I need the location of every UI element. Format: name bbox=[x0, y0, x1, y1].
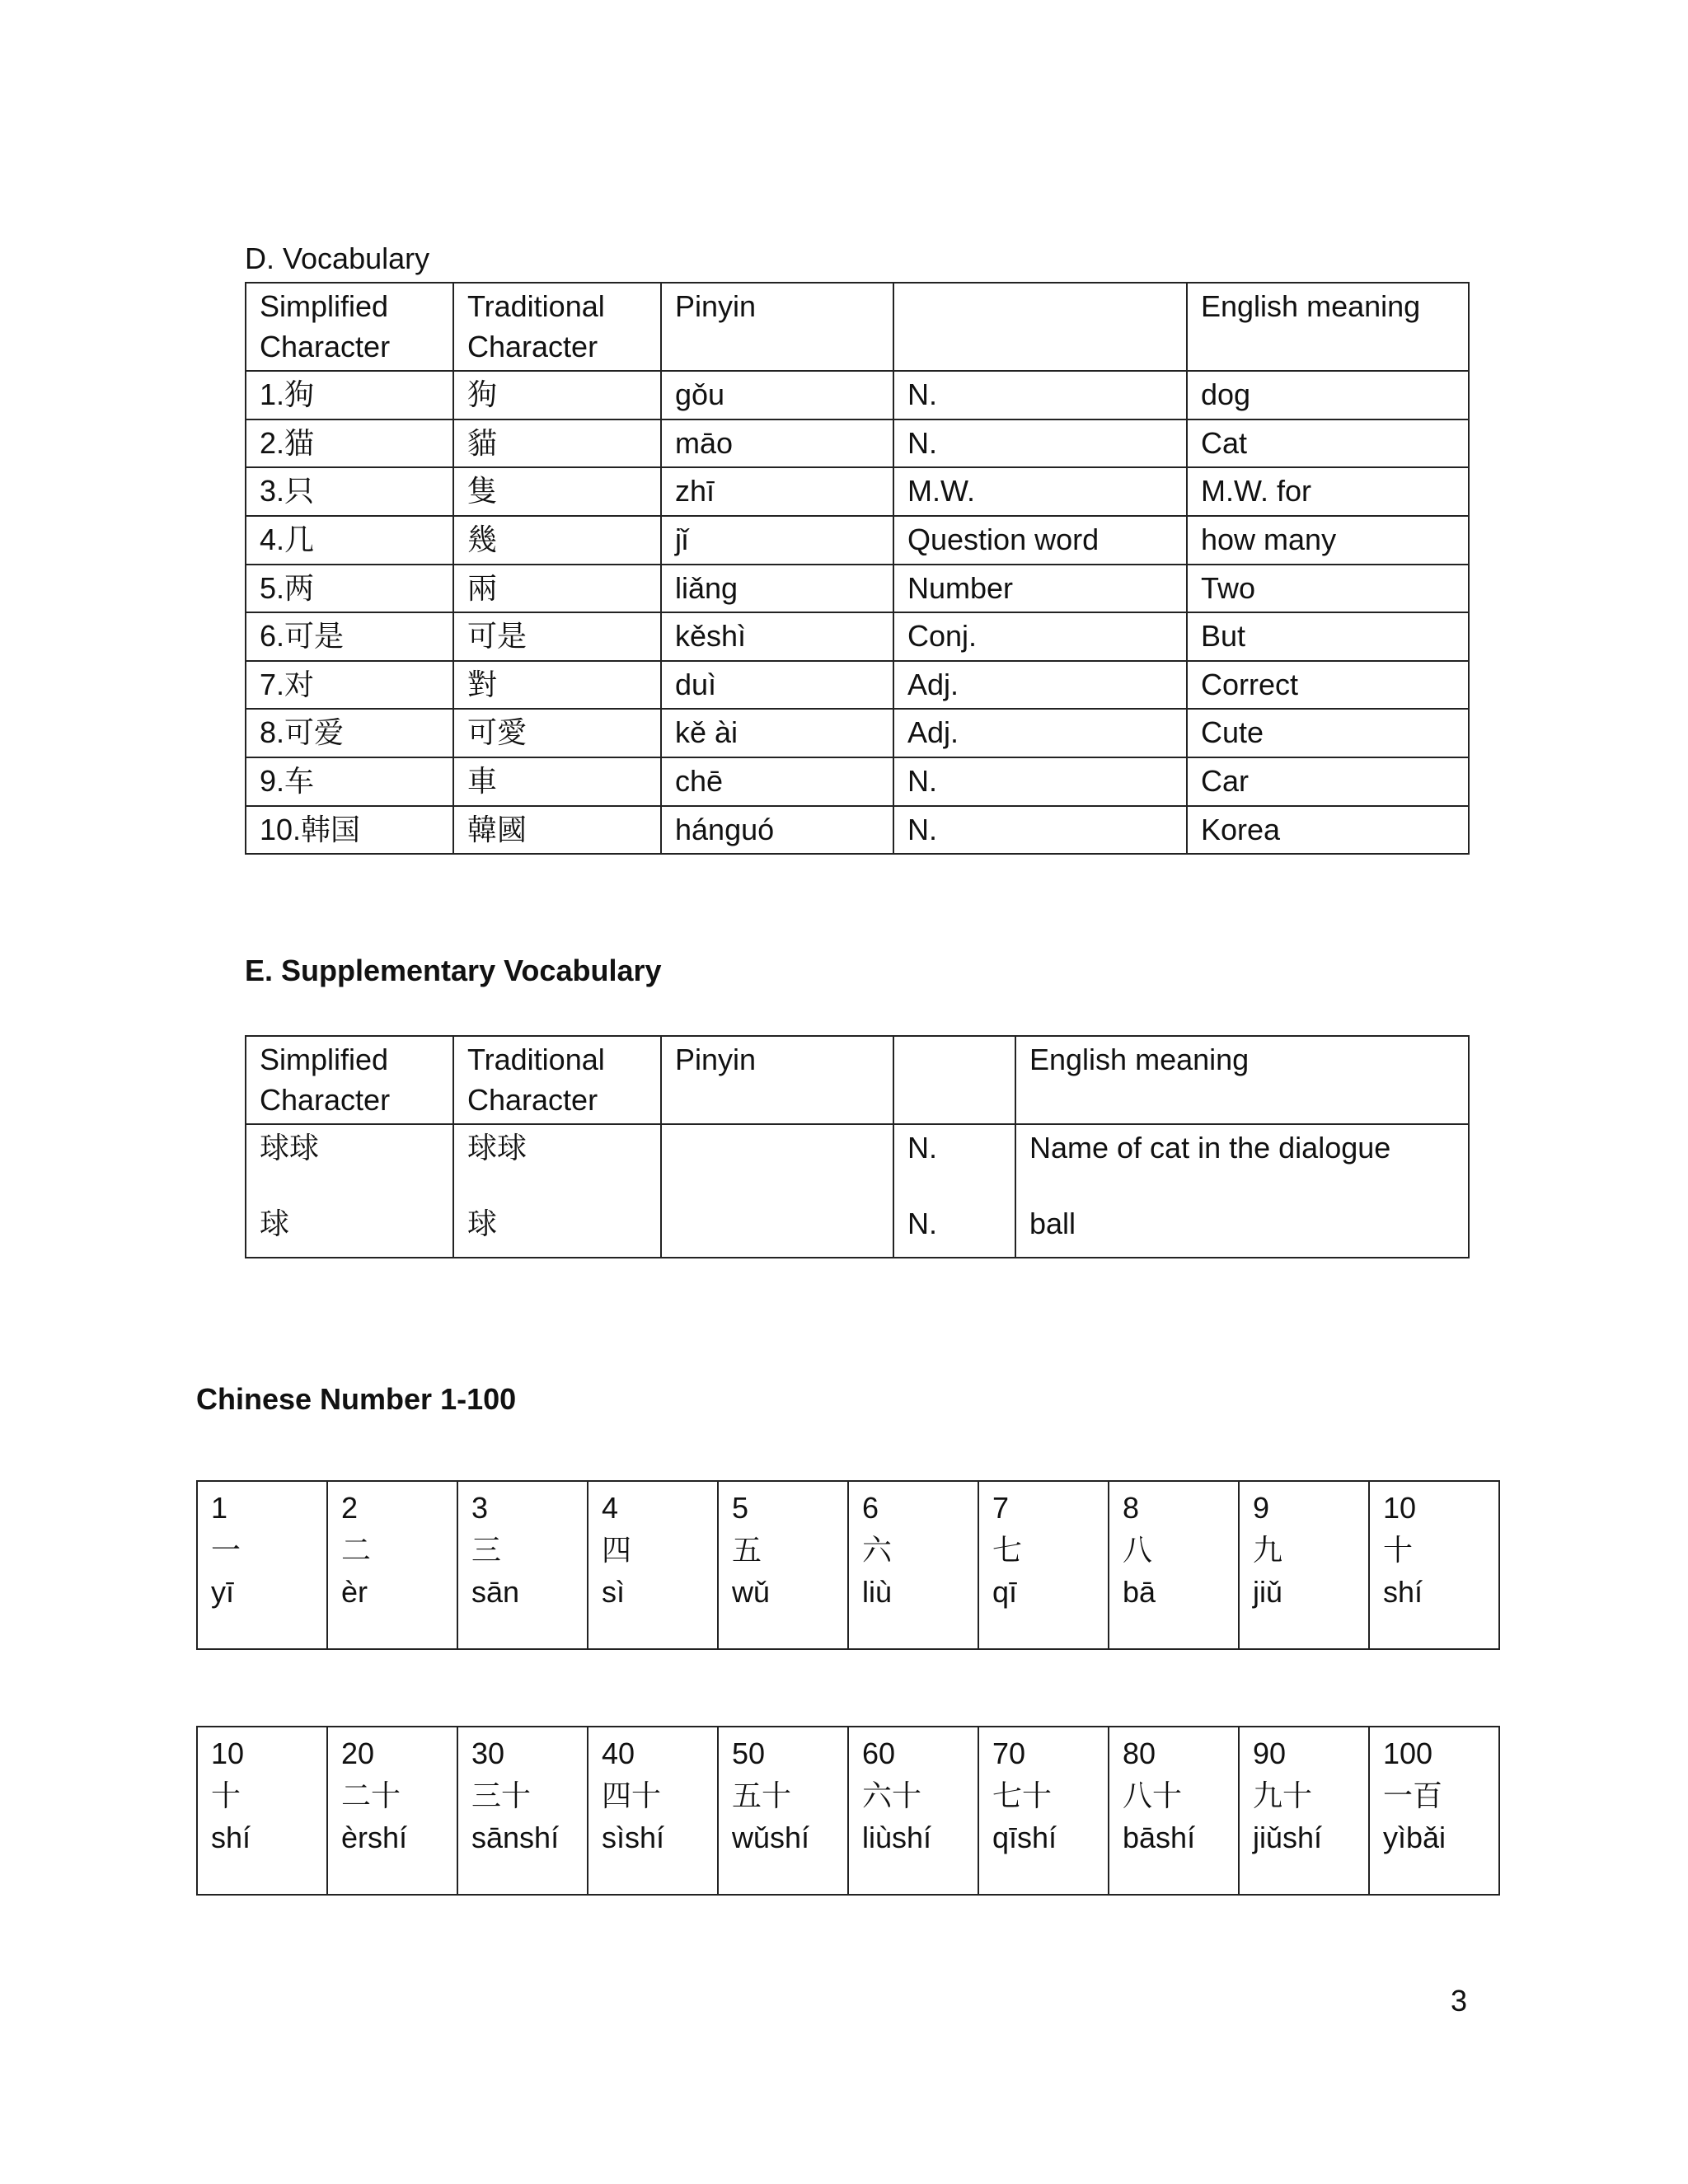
number-digit: 80 bbox=[1123, 1736, 1156, 1770]
cell: hánguó bbox=[661, 806, 893, 855]
numbers-heading: Chinese Number 1-100 bbox=[196, 1382, 517, 1416]
cell: Adj. bbox=[893, 709, 1187, 757]
cell-line: Name of cat in the dialogue bbox=[1029, 1131, 1391, 1165]
number-cell bbox=[1109, 1727, 1239, 1895]
cell: Conj. bbox=[893, 612, 1187, 661]
number-character: 六十 bbox=[862, 1779, 922, 1813]
number-character: 六 bbox=[862, 1533, 893, 1568]
number-pinyin: bāshí bbox=[1123, 1821, 1196, 1855]
cell bbox=[246, 1124, 453, 1258]
number-character: 四十 bbox=[602, 1779, 662, 1813]
number-pinyin: èrshí bbox=[341, 1821, 408, 1855]
number-pinyin: bā bbox=[1123, 1575, 1156, 1610]
number-cell bbox=[197, 1481, 327, 1649]
number-pinyin: wǔshí bbox=[732, 1821, 810, 1855]
header-type bbox=[893, 1036, 1015, 1124]
number-cell bbox=[978, 1481, 1109, 1649]
cell: Correct bbox=[1187, 661, 1469, 710]
number-pinyin: shí bbox=[1383, 1575, 1423, 1610]
table-row bbox=[246, 709, 1469, 757]
cell: 車 bbox=[453, 757, 661, 806]
number-character: 七十 bbox=[992, 1779, 1053, 1813]
cell: 5.两 bbox=[246, 565, 453, 613]
table-header-row bbox=[246, 1036, 1469, 1124]
cell: 9.车 bbox=[246, 757, 453, 806]
cell: Car bbox=[1187, 757, 1469, 806]
cell: Cute bbox=[1187, 709, 1469, 757]
table-row bbox=[246, 371, 1469, 419]
cell: Cat bbox=[1187, 419, 1469, 468]
number-digit: 6 bbox=[862, 1491, 879, 1525]
table-row bbox=[246, 419, 1469, 468]
cell: 1.狗 bbox=[246, 371, 453, 419]
header-type bbox=[893, 283, 1187, 371]
number-character: 一百 bbox=[1383, 1779, 1443, 1813]
numbers-table-10-100 bbox=[196, 1726, 1500, 1896]
vocabulary-heading: D. Vocabulary bbox=[245, 241, 430, 275]
number-pinyin: yī bbox=[211, 1575, 235, 1610]
number-character: 三十 bbox=[471, 1779, 532, 1813]
number-character: 七 bbox=[992, 1533, 1023, 1568]
number-character: 五十 bbox=[732, 1779, 792, 1813]
number-pinyin: jiǔshí bbox=[1253, 1821, 1323, 1855]
number-pinyin: sìshí bbox=[602, 1821, 665, 1855]
cell: 狗 bbox=[453, 371, 661, 419]
number-cell bbox=[588, 1481, 718, 1649]
number-digit: 10 bbox=[211, 1736, 245, 1770]
number-cell bbox=[457, 1481, 588, 1649]
cell: kě ài bbox=[661, 709, 893, 757]
cell: 兩 bbox=[453, 565, 661, 613]
number-digit: 1 bbox=[211, 1491, 228, 1525]
number-digit: 7 bbox=[992, 1491, 1010, 1525]
cell: 貓 bbox=[453, 419, 661, 468]
number-character: 二十 bbox=[341, 1779, 401, 1813]
cell bbox=[1015, 1124, 1469, 1258]
number-digit: 2 bbox=[341, 1491, 359, 1525]
cell: liǎng bbox=[661, 565, 893, 613]
cell: Two bbox=[1187, 565, 1469, 613]
header-traditional: Traditional Character bbox=[453, 1036, 661, 1124]
cell: duì bbox=[661, 661, 893, 710]
header-english: English meaning bbox=[1187, 283, 1469, 371]
number-cell bbox=[1239, 1727, 1369, 1895]
cell: 隻 bbox=[453, 467, 661, 516]
number-character: 九 bbox=[1253, 1533, 1283, 1568]
number-digit: 60 bbox=[862, 1736, 896, 1770]
number-digit: 50 bbox=[732, 1736, 766, 1770]
table-row bbox=[246, 757, 1469, 806]
table-row bbox=[197, 1481, 1499, 1649]
number-cell bbox=[327, 1727, 457, 1895]
cell: 幾 bbox=[453, 516, 661, 565]
number-pinyin: sānshí bbox=[471, 1821, 560, 1855]
number-pinyin: sān bbox=[471, 1575, 520, 1610]
cell-line: N. bbox=[907, 1131, 937, 1165]
number-character: 九十 bbox=[1253, 1779, 1313, 1813]
cell: kěshì bbox=[661, 612, 893, 661]
number-pinyin: yìbǎi bbox=[1383, 1821, 1447, 1855]
header-pinyin: Pinyin bbox=[661, 1036, 893, 1124]
cell: dog bbox=[1187, 371, 1469, 419]
cell: M.W. bbox=[893, 467, 1187, 516]
cell: 3.只 bbox=[246, 467, 453, 516]
number-digit: 10 bbox=[1383, 1491, 1417, 1525]
cell-line: 球球 bbox=[260, 1131, 320, 1165]
cell: māo bbox=[661, 419, 893, 468]
cell: N. bbox=[893, 806, 1187, 855]
page-number: 3 bbox=[1451, 1984, 1468, 2018]
table-row bbox=[246, 565, 1469, 613]
cell bbox=[893, 1124, 1015, 1258]
header-simplified: Simplified Character bbox=[246, 1036, 453, 1124]
cell-line: 球球 bbox=[467, 1131, 528, 1165]
number-cell bbox=[588, 1727, 718, 1895]
vocabulary-table bbox=[245, 282, 1470, 855]
cell: 可是 bbox=[453, 612, 661, 661]
number-character: 四 bbox=[602, 1533, 632, 1568]
header-simplified: Simplified Character bbox=[246, 283, 453, 371]
header-english: English meaning bbox=[1015, 1036, 1469, 1124]
cell: 7.对 bbox=[246, 661, 453, 710]
cell: Number bbox=[893, 565, 1187, 613]
table-row bbox=[246, 1124, 1469, 1258]
number-digit: 90 bbox=[1253, 1736, 1287, 1770]
cell: 可愛 bbox=[453, 709, 661, 757]
header-pinyin: Pinyin bbox=[661, 283, 893, 371]
number-pinyin: jiǔ bbox=[1253, 1575, 1283, 1610]
cell-line: 球 bbox=[260, 1206, 290, 1240]
cell: N. bbox=[893, 371, 1187, 419]
supplementary-table bbox=[245, 1035, 1470, 1258]
number-cell bbox=[1239, 1481, 1369, 1649]
table-row bbox=[246, 806, 1469, 855]
table-row bbox=[246, 516, 1469, 565]
cell: N. bbox=[893, 419, 1187, 468]
cell: 6.可是 bbox=[246, 612, 453, 661]
cell-line: 球 bbox=[467, 1206, 498, 1240]
cell: Question word bbox=[893, 516, 1187, 565]
numbers-table-1-10 bbox=[196, 1480, 1500, 1650]
number-cell bbox=[1369, 1727, 1499, 1895]
number-pinyin: liù bbox=[862, 1575, 893, 1610]
number-digit: 3 bbox=[471, 1491, 489, 1525]
number-digit: 4 bbox=[602, 1491, 619, 1525]
number-pinyin: wǔ bbox=[732, 1575, 771, 1610]
number-digit: 40 bbox=[602, 1736, 635, 1770]
cell: M.W. for bbox=[1187, 467, 1469, 516]
cell bbox=[453, 1124, 661, 1258]
number-character: 三 bbox=[471, 1533, 502, 1568]
number-character: 二 bbox=[341, 1533, 372, 1568]
number-pinyin: sì bbox=[602, 1575, 626, 1610]
table-row bbox=[246, 612, 1469, 661]
table-row bbox=[246, 467, 1469, 516]
number-pinyin: èr bbox=[341, 1575, 368, 1610]
cell: 2.猫 bbox=[246, 419, 453, 468]
number-digit: 9 bbox=[1253, 1491, 1270, 1525]
supplementary-heading: E. Supplementary Vocabulary bbox=[245, 954, 662, 987]
cell: chē bbox=[661, 757, 893, 806]
table-row bbox=[197, 1727, 1499, 1895]
number-cell bbox=[718, 1481, 848, 1649]
number-pinyin: shí bbox=[211, 1821, 251, 1855]
number-character: 十 bbox=[211, 1779, 241, 1813]
number-cell bbox=[978, 1727, 1109, 1895]
cell-line: N. bbox=[907, 1206, 937, 1240]
number-digit: 8 bbox=[1123, 1491, 1140, 1525]
number-pinyin: qīshí bbox=[992, 1821, 1057, 1855]
cell: But bbox=[1187, 612, 1469, 661]
cell: 8.可爱 bbox=[246, 709, 453, 757]
number-cell bbox=[718, 1727, 848, 1895]
header-traditional: Traditional Character bbox=[453, 283, 661, 371]
number-digit: 70 bbox=[992, 1736, 1026, 1770]
cell: 10.韩国 bbox=[246, 806, 453, 855]
number-cell bbox=[457, 1727, 588, 1895]
cell: Korea bbox=[1187, 806, 1469, 855]
number-pinyin: liùshí bbox=[862, 1821, 932, 1855]
cell: 4.几 bbox=[246, 516, 453, 565]
number-character: 一 bbox=[211, 1533, 241, 1568]
number-pinyin: qī bbox=[992, 1575, 1018, 1610]
number-cell bbox=[848, 1727, 978, 1895]
number-cell bbox=[1369, 1481, 1499, 1649]
table-header-row bbox=[246, 283, 1469, 371]
cell: Adj. bbox=[893, 661, 1187, 710]
cell-line: ball bbox=[1029, 1206, 1076, 1240]
cell: how many bbox=[1187, 516, 1469, 565]
cell: 對 bbox=[453, 661, 661, 710]
cell: zhī bbox=[661, 467, 893, 516]
number-character: 八十 bbox=[1123, 1779, 1183, 1813]
number-cell bbox=[197, 1727, 327, 1895]
cell: 韓國 bbox=[453, 806, 661, 855]
number-digit: 5 bbox=[732, 1491, 749, 1525]
number-character: 十 bbox=[1383, 1533, 1414, 1568]
number-digit: 20 bbox=[341, 1736, 375, 1770]
cell bbox=[661, 1124, 893, 1258]
number-cell bbox=[848, 1481, 978, 1649]
cell: jǐ bbox=[661, 516, 893, 565]
cell: N. bbox=[893, 757, 1187, 806]
number-digit: 100 bbox=[1383, 1736, 1433, 1770]
cell: gǒu bbox=[661, 371, 893, 419]
number-character: 八 bbox=[1123, 1533, 1153, 1568]
number-cell bbox=[1109, 1481, 1239, 1649]
number-character: 五 bbox=[732, 1533, 762, 1568]
number-cell bbox=[327, 1481, 457, 1649]
table-row bbox=[246, 661, 1469, 710]
number-digit: 30 bbox=[471, 1736, 505, 1770]
